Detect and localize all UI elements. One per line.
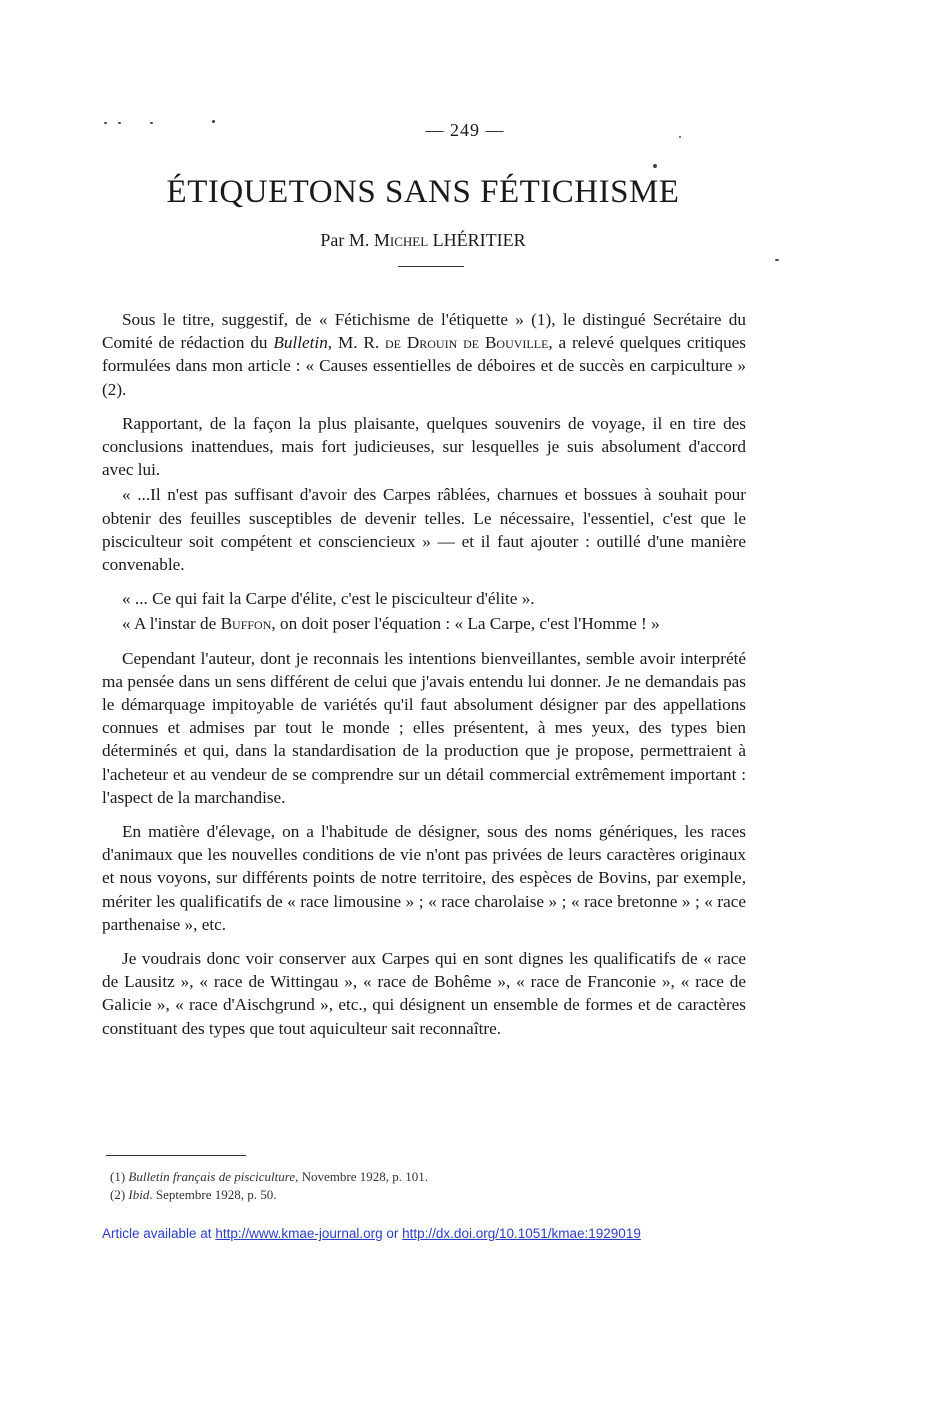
italic-text: Ibid	[128, 1187, 150, 1202]
title-rule	[398, 266, 464, 267]
paragraph	[102, 308, 746, 401]
footer-text: or	[382, 1226, 403, 1241]
author-surname: LHÉRITIER	[428, 230, 526, 250]
text: « A l'instar de	[122, 614, 221, 634]
author-name: de Drouin de Bouville	[385, 333, 549, 353]
footnote-rule	[106, 1155, 246, 1156]
quote-paragraph: « ... Ce qui fait la Carpe d'élite, c'est le pisciculteur d'élite ».	[122, 589, 535, 609]
text: . Septembre 1928, p. 50.	[149, 1187, 277, 1202]
byline-prefix: Par M.	[320, 230, 374, 250]
text: , a relevé quelques critiques formulées dans mon article : « Causes essentielles de déboires et de succès en carpiculture » (2).	[102, 333, 746, 399]
text: , Novembre 1928, p. 101.	[295, 1169, 428, 1184]
byline	[0, 230, 846, 251]
footnote-1	[110, 1168, 428, 1186]
availability-footer	[102, 1226, 722, 1241]
scan-speck	[653, 164, 657, 168]
paragraph: Cependant l'auteur, dont je reconnais les intentions bienveillantes, semble avoir interprété ma pensée dans un sens différent de celui que j'avais entendu lui donner. Je ne demandais pas le démarquage impitoyable de variétés qu'il faut absolument désigner par des appellations connues et admises par tout le monde ; elles présentent, à mes yeux, des types bien déterminés et qui, dans la standardisation de la production que je propose, permettraient à l'acheteur et au vendeur de se comprendre sur un détail commercial extrêmement important : l'aspect de la marchandise.	[102, 648, 746, 807]
quote-paragraph	[102, 612, 746, 635]
text: Sous le titre, suggestif, de « Fétichisme de l'étiquette » (1), le distingué Secrétaire du Comité de rédaction du	[102, 310, 746, 353]
paragraph: En matière d'élevage, on a l'habitude de désigner, sous des noms génériques, les races d'animaux que les nouvelles conditions de vie n'ont pas privées de leurs caractères originaux et nous voyons, sur différents points de notre territoire, des espèces de Bovins, par exemple, mériter les qualificatifs de « race limousine » ; « race charolaise » ; « race bretonne » ; « race parthenaise », etc.	[102, 822, 746, 934]
footnote-number: (2)	[110, 1187, 129, 1202]
journal-link[interactable]: http://www.kmae-journal.org	[215, 1226, 383, 1241]
scan-speck	[775, 259, 779, 261]
footnotes	[110, 1168, 428, 1204]
quote-paragraph: « ...Il n'est pas suffisant d'avoir des Carpes râblées, charnues et bossues à souhait pour obtenir des feuilles susceptibles de devenir telles. Le nécessaire, l'essentiel, c'est que le pisciculteur soit compétent et consciencieux » — et il faut ajouter : outillé d'une manière convenable.	[102, 485, 746, 575]
author-first-name: Michel	[373, 230, 429, 250]
paragraph: Rapportant, de la façon la plus plaisante, quelques souvenirs de voyage, il en tire des conclusions inattendues, mais fort judicieuses, sur lesquelles je suis absolument d'accord avec lui.	[102, 413, 746, 480]
article-body	[102, 308, 746, 1051]
text: , on doit poser l'équation : « La Carpe, c'est l'Homme ! »	[271, 614, 660, 634]
doi-link[interactable]: http://dx.doi.org/10.1051/kmae:1929019	[402, 1226, 641, 1241]
italic-text: Bulletin français de pisciculture	[128, 1169, 296, 1184]
page-number: — 249 —	[425, 120, 505, 140]
italic-text: Bulletin	[273, 333, 328, 353]
footnote-2	[110, 1186, 428, 1204]
footer-text: Article available at	[102, 1226, 216, 1241]
footnote-number: (1)	[110, 1169, 129, 1184]
article-title: ÉTIQUETONS SANS FÉTICHISME	[166, 174, 680, 210]
author-name: Buffon	[220, 614, 272, 634]
paragraph: Je voudrais donc voir conserver aux Carpes qui en sont dignes les qualificatifs de « race de Lausitz », « race de Wittingau », « race de Bohême », « race de Franconie », « race de Galicie », « race d'Aischgrund », etc., qui désignent un ensemble de formes et de caractères constituant des types que tout aquiculteur sait reconnaître.	[102, 949, 746, 1038]
text: , M. R.	[327, 333, 385, 353]
